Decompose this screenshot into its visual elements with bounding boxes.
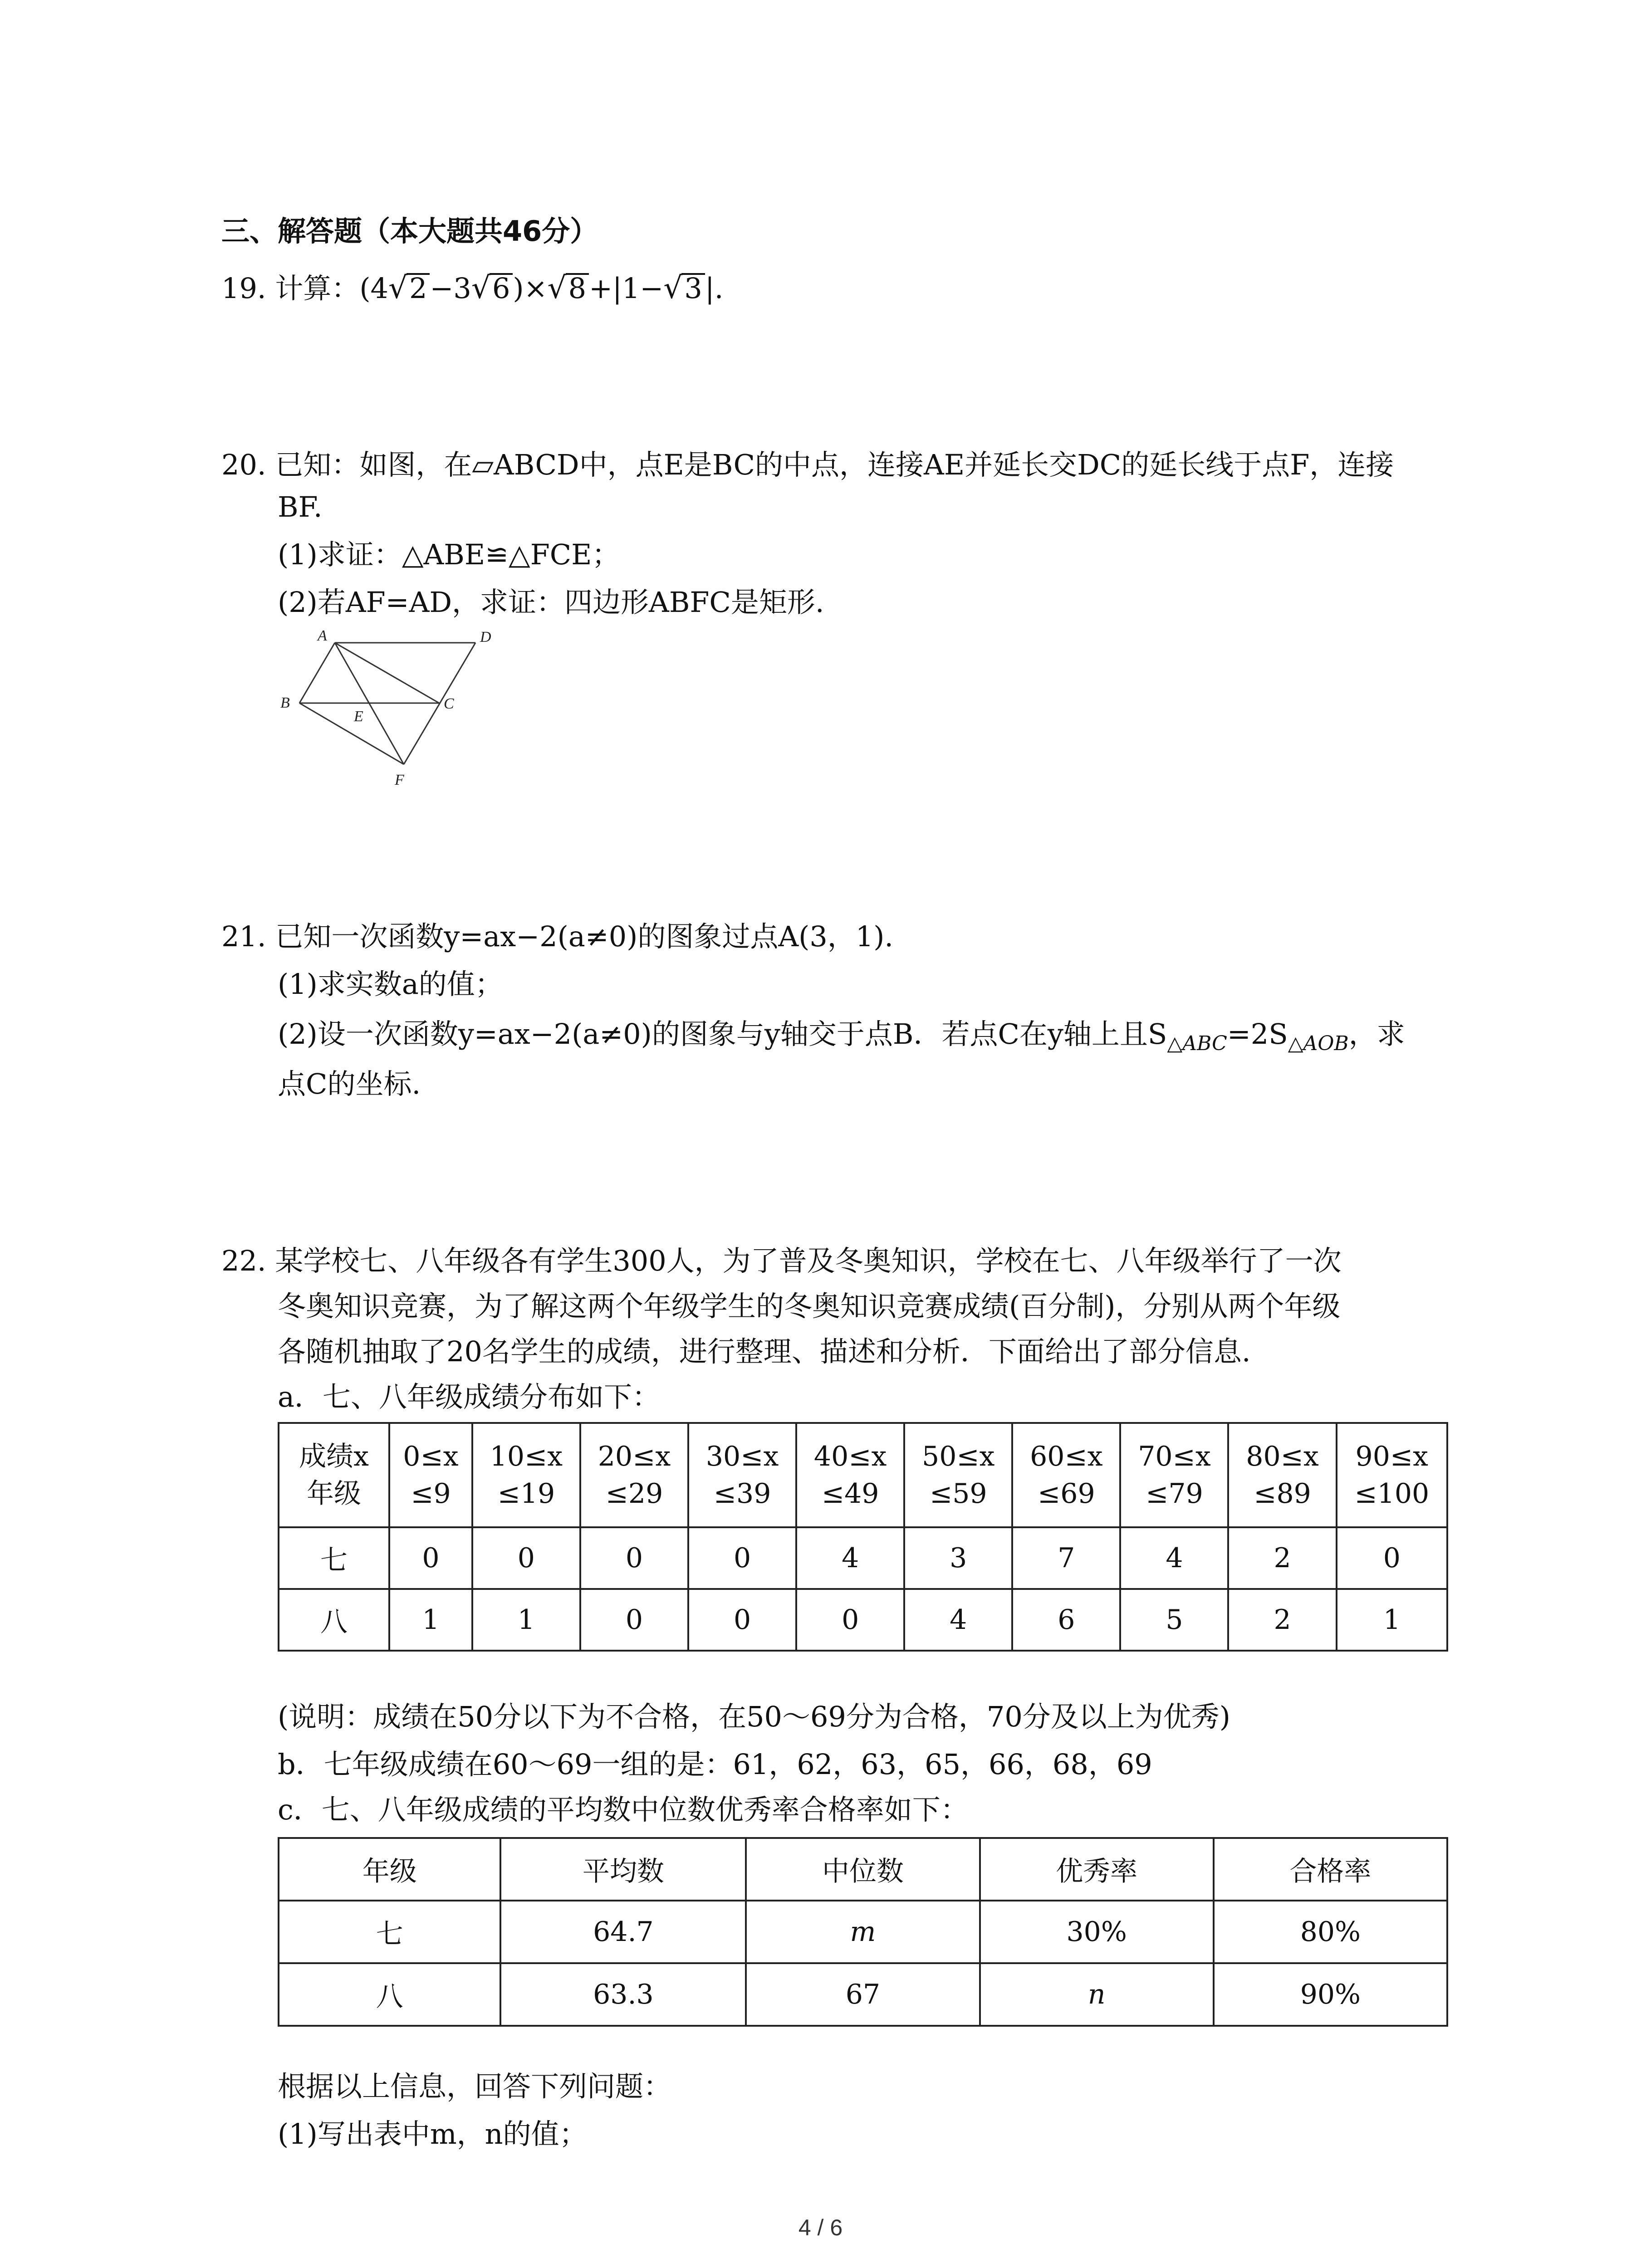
table1-header (472, 1423, 580, 1527)
q22-number: 22. (221, 1244, 266, 1277)
q21-text-1: 已知一次函数y=ax−2(a≠0)的图象过点A(3，1). (275, 920, 894, 953)
edge-ab (299, 643, 335, 703)
table1-header-row (279, 1423, 1447, 1527)
sqrt-symbol: √ (663, 270, 683, 305)
range-top: 20≤x (598, 1441, 671, 1472)
table1-header (1337, 1423, 1447, 1527)
q22-line-3: 各随机抽取了20名学生的成绩，进行整理、描述和分析．下面给出了部分信息. (278, 1335, 1251, 1368)
q22-c-line: c．七、八年级成绩的平均数中位数优秀率合格率如下： (278, 1793, 969, 1826)
table-cell: 4 (904, 1589, 1012, 1651)
table-row (279, 1901, 1447, 1963)
q21-sub-abc: △ABC (1167, 1032, 1227, 1055)
table1-header (904, 1423, 1012, 1527)
table-cell: 0 (688, 1589, 796, 1651)
q21-part-2-b: =2S (1227, 1017, 1288, 1051)
table1-header (389, 1423, 472, 1527)
label-d: D (480, 631, 491, 645)
table-cell: 八 (279, 1963, 500, 2026)
table-cell: 67 (746, 1963, 980, 2026)
table-cell: 80% (1214, 1901, 1447, 1963)
range-bottom: ≤19 (497, 1478, 555, 1510)
range-top: 60≤x (1030, 1441, 1103, 1472)
table-cell: 七 (279, 1901, 500, 1963)
range-top: 70≤x (1138, 1441, 1211, 1472)
q21-part-2-c: ，求 (1348, 1017, 1405, 1051)
table-cell: 3 (904, 1527, 1012, 1589)
statistics-table (278, 1837, 1448, 2027)
range-top: 90≤x (1355, 1441, 1429, 1472)
range-bottom: ≤79 (1146, 1478, 1203, 1510)
table-cell: 0 (1337, 1527, 1447, 1589)
table1-header (1012, 1423, 1120, 1527)
table-cell: 2 (1228, 1589, 1336, 1651)
range-top: 80≤x (1246, 1441, 1319, 1472)
table-cell: 0 (580, 1589, 688, 1651)
table-cell: 1 (1337, 1589, 1447, 1651)
sqrt-symbol: √ (547, 270, 567, 305)
section-title: 三、解答题（本大题共46分） (221, 215, 598, 248)
q20-text-1: 已知：如图，在▱ABCD中，点E是BC的中点，连接AE并延长交DC的延长线于点F，连接 (275, 448, 1394, 481)
table-header-cell: 优秀率 (980, 1838, 1214, 1901)
range-bottom: ≤49 (821, 1478, 879, 1510)
table1-header (580, 1423, 688, 1527)
table-cell: 63.3 (500, 1963, 746, 2026)
table-cell: 30% (980, 1901, 1214, 1963)
range-bottom: ≤100 (1354, 1478, 1430, 1510)
range-top: 30≤x (705, 1441, 779, 1472)
q20-line-1 (221, 447, 1394, 483)
row-label: 七 (279, 1527, 389, 1589)
q20-part-2: (2)若AF=AD，求证：四边形ABFC是矩形. (278, 586, 824, 619)
table-row (279, 1527, 1447, 1589)
q21-line-1 (221, 919, 893, 955)
table-header-cell: 年级 (279, 1838, 500, 1901)
table-row (279, 1589, 1447, 1651)
q21-number: 21. (221, 920, 266, 953)
table-cell: 2 (1228, 1527, 1336, 1589)
label-e: E (354, 708, 363, 725)
label-f: F (395, 772, 404, 788)
question-19 (221, 270, 723, 307)
q19-end: |. (705, 272, 724, 305)
q22-ask: 根据以上信息，回答下列问题： (278, 2070, 672, 2103)
q19-number: 19. (221, 272, 266, 305)
sqrt-symbol: √ (471, 270, 490, 305)
range-top: 40≤x (813, 1441, 887, 1472)
q22-note: (说明：成绩在50分以下为不合格，在50～69分为合格，70分及以上为优秀) (278, 1700, 1230, 1733)
table-cell: 0 (796, 1589, 904, 1651)
table-cell: 1 (472, 1589, 580, 1651)
q21-part-1: (1)求实数a的值； (278, 968, 503, 1001)
table-cell: 5 (1120, 1589, 1228, 1651)
parallelogram-figure (272, 631, 526, 789)
table-cell: 4 (1120, 1527, 1228, 1589)
q22-part-1: (1)写出表中m，n的值； (278, 2117, 588, 2151)
q21-part-2 (278, 1016, 1405, 1062)
range-bottom: ≤59 (929, 1478, 987, 1510)
table-cell: 0 (688, 1527, 796, 1589)
q20-number: 20. (221, 448, 266, 481)
table-cell: 0 (580, 1527, 688, 1589)
q21-sub-aob: △AOB (1288, 1032, 1349, 1055)
q19-prefix: 计算：(4 (275, 272, 388, 305)
range-bottom: ≤89 (1254, 1478, 1311, 1510)
table1-header (1228, 1423, 1336, 1527)
table1-header (1120, 1423, 1228, 1527)
q22-b-line: b．七年级成绩在60～69一组的是：61，62，63，65，66，68，69 (278, 1748, 1152, 1781)
q21-part-3: 点C的坐标. (278, 1067, 421, 1100)
table1-corner-top: 成绩x (299, 1441, 369, 1472)
q22-line-1 (221, 1243, 1342, 1279)
page-number: 4 / 6 (798, 2215, 843, 2240)
table-header-cell: 合格率 (1214, 1838, 1447, 1901)
label-a: A (318, 631, 327, 644)
sqrt-symbol: √ (388, 270, 408, 305)
label-b: B (280, 694, 290, 711)
q19-mid-1: −3 (430, 272, 471, 305)
table-header-cell: 中位数 (746, 1838, 980, 1901)
range-top: 10≤x (490, 1441, 563, 1472)
q20-line-2: BF. (278, 490, 323, 523)
table-row (279, 1963, 1447, 2026)
table-cell: 90% (1214, 1963, 1447, 2026)
q19-radicand-1: 2 (407, 273, 430, 302)
table-cell: 0 (389, 1527, 472, 1589)
table-cell: 6 (1012, 1589, 1120, 1651)
row-label: 八 (279, 1589, 389, 1651)
table-cell: 0 (472, 1527, 580, 1589)
q20-part-1: (1)求证：△ABE≌△FCE； (278, 538, 620, 571)
score-distribution-table (278, 1422, 1448, 1652)
q22-line-2: 冬奥知识竞赛，为了解这两个年级学生的冬奥知识竞赛成绩(百分制)，分别从两个年级 (278, 1290, 1341, 1323)
table1-corner-bottom: 年级 (307, 1478, 361, 1510)
edge-ac (335, 643, 439, 703)
q19-mid-2: )× (513, 272, 548, 305)
q22-text-1: 某学校七、八年级各有学生300人，为了普及冬奥知识，学校在七、八年级举行了一次 (275, 1244, 1342, 1277)
range-bottom: ≤69 (1038, 1478, 1095, 1510)
q21-part-2-a: (2)设一次函数y=ax−2(a≠0)的图象与y轴交于点B．若点C在y轴上且S (278, 1017, 1167, 1051)
table1-header (688, 1423, 796, 1527)
table-cell: 7 (1012, 1527, 1120, 1589)
range-bottom: ≤39 (713, 1478, 771, 1510)
q22-a-label: a．七、八年级成绩分布如下： (278, 1380, 660, 1413)
range-bottom: ≤9 (411, 1478, 451, 1510)
table1-header (796, 1423, 904, 1527)
range-top: 0≤x (403, 1441, 459, 1472)
range-top: 50≤x (922, 1441, 995, 1472)
q19-radicand-2: 6 (490, 273, 513, 302)
table-cell: m (746, 1901, 980, 1963)
q19-radicand-3: 8 (566, 273, 589, 302)
edge-bf (299, 703, 404, 764)
q19-radicand-4: 3 (681, 273, 705, 302)
range-bottom: ≤29 (605, 1478, 663, 1510)
table1-corner (279, 1423, 389, 1527)
label-c: C (444, 695, 454, 712)
table-cell: 1 (389, 1589, 472, 1651)
table-cell: 64.7 (500, 1901, 746, 1963)
table-cell: n (980, 1963, 1214, 2026)
table-cell: 4 (796, 1527, 904, 1589)
q19-mid-3: +|1− (589, 272, 664, 305)
table2-header-row (279, 1838, 1447, 1901)
table-header-cell: 平均数 (500, 1838, 746, 1901)
